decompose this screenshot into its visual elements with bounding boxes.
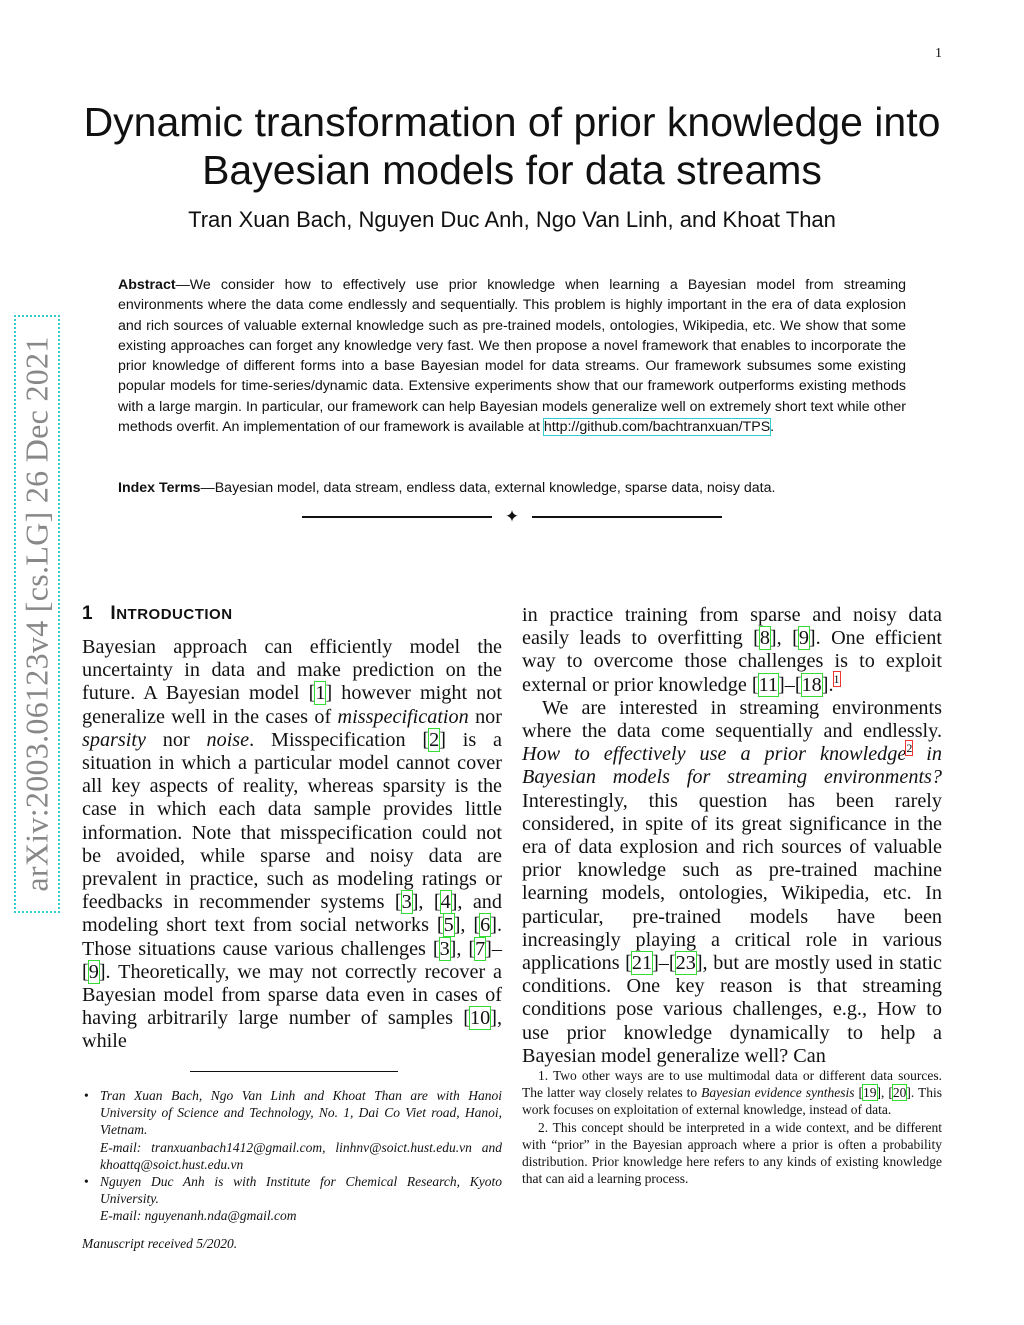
text-span: Bayesian approach can efficiently model the uncertainty in data and make prediction on the future. A Bayesian model [ <box>82 636 502 705</box>
text-span: ]. <box>821 673 834 696</box>
author-affiliations <box>82 1087 502 1225</box>
right-column-body <box>522 604 942 1068</box>
intro-paragraph-2 <box>522 697 942 1068</box>
footnote-reference-link[interactable]: 2 <box>906 741 913 756</box>
footnote-2: 2. This concept should be interpreted in a wide context, and be different with “prior” in the Bayesian approach where a prior is often a probability distribution. Prior knowledge here refers to any kinds of existing knowledge that can aid a learning process. <box>522 1119 942 1187</box>
section-separator <box>302 505 722 529</box>
footnotes <box>522 1067 942 1187</box>
abstract-end: . <box>770 419 775 436</box>
bullet-icon: • <box>84 1088 89 1103</box>
emphasis-text: sparsity <box>82 728 146 751</box>
intro-paragraph-continued <box>522 604 942 697</box>
footnote-rule <box>190 1071 398 1072</box>
citation-link[interactable]: 10 <box>470 1007 491 1030</box>
text-span: Interestingly, this question has been rarely considered, in spite of its great significance in the era of data explosion and rich sources of valuable prior knowledge such as pre-trained machine learning models, ontologies, Wikipedia, etc. In particular, pre-trained models have been increasingly playing a critical role in various applications [ <box>522 789 942 975</box>
emphasis-text: Bayesian evidence synthesis <box>701 1085 855 1101</box>
text-span: ]. Theoretically, we may not correctly recover a Bayesian model from sparse data even in cases of having arbitrarily large number of samples [ <box>82 960 502 1030</box>
citation-link[interactable]: 4 <box>440 891 451 914</box>
citation-link[interactable]: 1 <box>315 682 326 705</box>
citation-link[interactable]: 3 <box>439 937 450 960</box>
text-span: ]–[ <box>82 937 502 983</box>
intro-paragraph-1 <box>82 636 502 1054</box>
text-span: ], [ <box>876 1085 893 1101</box>
text-span: ]–[ <box>778 673 802 696</box>
emphasis-text: noise <box>206 728 250 751</box>
arxiv-identifier-stamp[interactable] <box>14 315 60 913</box>
abstract-text: —We consider how to effectively use prior knowledge when learning a Bayesian model from streaming environments where the data come endlessly and sequentially. This problem is highly important in the era of data explosion and rich sources of valuable external knowledge such as pre-trained models, ontologies, Wikipedia, etc. We show that some existing approaches can forget any knowledge very fast. We then propose a novel framework that enables to incorporate the prior knowledge of different forms into a base Bayesian model for data streams. Our framework subsumes some existing popular models for time-series/dynamic data. Extensive experiments show that our framework outperforms existing methods with a large margin. In particular, our framework can help Bayesian models generalize well on extremely short text while other methods overfit. An implementation of our framework is available at <box>118 277 906 436</box>
citation-link[interactable]: 3 <box>401 891 412 914</box>
author-list: Tran Xuan Bach, Nguyen Duc Anh, Ngo Van Linh, and Khoat Than <box>188 207 836 232</box>
text-span: ], [ <box>411 891 441 914</box>
text-span: nor <box>468 705 502 728</box>
text-span: ]–[ <box>652 952 676 975</box>
affiliation-item <box>82 1173 502 1225</box>
affiliation-text: Nguyen Duc Anh is with Institute for Chemical Research, Kyoto University. <box>100 1174 502 1207</box>
citation-link[interactable]: 11 <box>758 673 779 696</box>
citation-link[interactable]: 2 <box>429 728 440 751</box>
text-span: nor <box>145 728 207 751</box>
text-span: ]. One efficient way to overcome those challenges is to exploit external or prior knowledge [ <box>522 627 942 696</box>
text-span: 1. Two other ways are to use multimodal data or different data sources. The latter way closely relates to <box>522 1068 942 1101</box>
text-span: ], but are mostly used in static conditions. One key reason is that streaming conditions pose various challenges, e.g., How to use prior knowledge dynamically to help a Bayesian model generalize well? Can <box>522 952 942 1067</box>
citation-link[interactable]: 23 <box>675 952 696 975</box>
affiliation-email: E-mail: tranxuanbach1412@gmail.com, linhnv@soict.hust.edu.vn and khoattq@soict.hust.edu.vn <box>100 1139 502 1172</box>
text-span: ] however might not generalize well in the cases of <box>82 682 502 728</box>
text-span: ], while <box>82 1007 502 1053</box>
paper-title <box>80 98 944 194</box>
text-span: ]. This work focuses on exploitation of external knowledge, instead of data. <box>522 1085 942 1118</box>
bullet-icon: • <box>84 1174 89 1190</box>
citation-link[interactable]: 19 <box>863 1085 877 1101</box>
index-terms-label: Index Terms <box>118 480 201 496</box>
abstract-label: Abstract <box>118 277 176 293</box>
text-span: We are interested in streaming environments where the data come sequentially and endlessly. <box>522 696 942 743</box>
code-repository-link[interactable]: http://github.com/bachtranxuan/TPS <box>543 419 771 436</box>
text-span: ]. Those situations cause various challenges [ <box>82 914 502 960</box>
arxiv-identifier-text: arXiv:2003.06123v4 [cs.LG] 26 Dec 2021 <box>18 336 55 892</box>
paper-title-line-1: Dynamic transformation of prior knowledge into <box>83 99 941 145</box>
text-span: in practice training from sparse and noisy data easily leads to overfitting [ <box>522 604 942 650</box>
index-terms <box>118 478 906 498</box>
affiliation-item <box>82 1087 502 1173</box>
citation-link[interactable]: 7 <box>475 937 486 960</box>
emphasis-text: misspecification <box>337 705 469 728</box>
footnote-1 <box>522 1067 942 1119</box>
text-span: ] is a situation in which a particular model cannot cover all key aspects of reality, whereas sparsity is the case in which each data sample provides little information. Note that misspecification could not be avoided, while sparse and noisy data are prevalent in practice, such as modeling ratings or feedbacks in recommender systems [ <box>82 728 502 914</box>
citation-link[interactable]: 9 <box>798 627 809 650</box>
section-title-initial: I <box>110 603 117 624</box>
affiliation-text: Tran Xuan Bach, Ngo Van Linh and Khoat Than are with Hanoi University of Science and Technology, No. 1, Dai Co Viet road, Hanoi, Vietnam. <box>100 1088 502 1138</box>
left-column-body <box>82 636 502 1054</box>
citation-link[interactable]: 9 <box>88 960 99 983</box>
affiliation-email: E-mail: nguyenanh.nda@gmail.com <box>100 1208 297 1224</box>
text-span: ], [ <box>769 627 799 650</box>
section-number: 1 <box>82 603 94 624</box>
index-terms-text: —Bayesian model, data stream, endless data, external knowledge, sparse data, noisy data. <box>200 480 776 496</box>
separator-line-right <box>532 516 722 518</box>
emphasis-text: in Bayesian models for streaming environments? <box>522 743 942 789</box>
section-heading-introduction <box>82 603 233 625</box>
manuscript-received-note: Manuscript received 5/2020. <box>82 1236 238 1251</box>
footnote-reference-link[interactable]: 1 <box>833 671 840 686</box>
paper-title-line-2: Bayesian models for data streams <box>202 147 822 193</box>
text-span: . Misspecification [ <box>249 728 430 751</box>
separator-star-icon: ✦ <box>504 507 520 526</box>
section-title-rest: NTRODUCTION <box>116 606 233 623</box>
citation-link[interactable]: 20 <box>892 1085 907 1101</box>
citation-link[interactable]: 18 <box>801 673 822 696</box>
citation-link[interactable]: 5 <box>443 914 454 937</box>
text-span: ], [ <box>449 937 476 960</box>
abstract <box>118 275 906 437</box>
separator-line-left <box>302 516 492 518</box>
citation-link[interactable]: 21 <box>631 952 653 975</box>
citation-link[interactable]: 8 <box>759 627 770 650</box>
text-span: [ <box>854 1085 863 1101</box>
page-number: 1 <box>935 46 942 61</box>
emphasis-text: How to effectively use a prior knowledge <box>522 743 907 766</box>
text-span: ], and modeling short text from social networks [ <box>82 891 502 937</box>
citation-link[interactable]: 6 <box>480 914 491 937</box>
text-span: ], [ <box>453 914 481 937</box>
